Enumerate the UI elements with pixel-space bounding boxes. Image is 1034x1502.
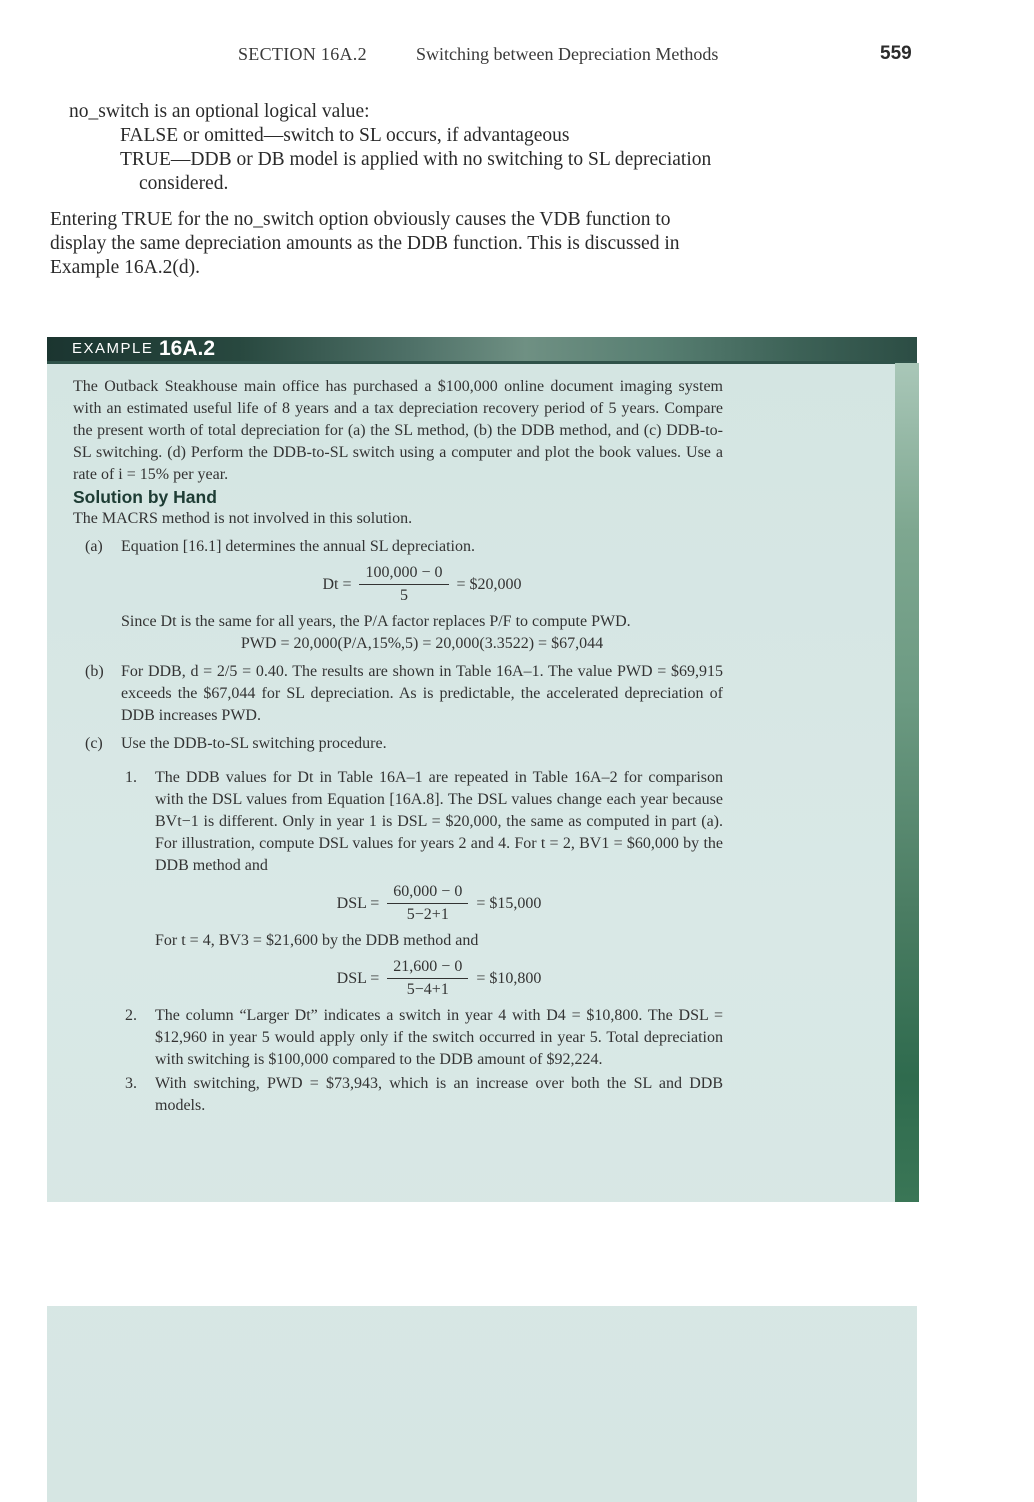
step-3-text: With switching, PWD = $73,943, which is an increase over both the SL and DDB models.	[155, 1075, 723, 1114]
section-title: Switching between Depreciation Methods	[416, 44, 719, 64]
option-true: TRUE—DDB or DB model is applied with no switching to SL depreciation considered.	[120, 149, 712, 194]
example-number: 16A.2	[159, 337, 216, 360]
eq-a-rhs: = $20,000	[456, 575, 522, 593]
step-1-number: 1.	[125, 769, 137, 786]
part-c	[73, 733, 723, 755]
dsl-equation-year-4	[155, 956, 723, 1001]
page-number: 559	[880, 43, 912, 64]
solution-heading: Solution by Hand	[73, 487, 217, 507]
eq2-rhs: = $10,800	[476, 969, 542, 987]
no-switch-definition: no_switch is an optional logical value:	[69, 101, 370, 122]
eq2-denominator: 5−4+1	[406, 981, 449, 998]
example-label: EXAMPLE	[72, 340, 154, 357]
eq1-numerator: 60,000 − 0	[387, 881, 468, 904]
part-a-label: (a)	[85, 538, 103, 555]
eq2-numerator: 21,600 − 0	[387, 956, 468, 979]
eq2-lhs: DSL =	[336, 969, 380, 987]
step-3-number: 3.	[125, 1075, 137, 1092]
eq1-lhs: DSL =	[336, 894, 380, 912]
eq-a-denominator: 5	[400, 587, 408, 604]
eq1-rhs: = $15,000	[476, 894, 542, 912]
eq-a-lhs: Dt =	[322, 575, 352, 593]
example-content	[73, 376, 723, 1117]
example-title-bar	[47, 337, 917, 361]
part-a-text: Equation [16.1] determines the annual SL depreciation.	[121, 538, 475, 555]
page-margin-bottom	[0, 1202, 1034, 1306]
part-a	[73, 536, 723, 655]
part-a-since: Since Dt is the same for all years, the P/A factor replaces P/F to compute PWD.	[121, 613, 631, 630]
eq-a-numerator: 100,000 − 0	[359, 562, 448, 585]
step-1-mid: For t = 4, BV3 = $21,600 by the DDB method and	[155, 932, 479, 949]
eq2-fraction	[387, 956, 468, 1001]
part-c-text: Use the DDB-to-SL switching procedure.	[121, 735, 387, 752]
step-2-number: 2.	[125, 1007, 137, 1024]
eq1-denominator: 5−2+1	[406, 906, 449, 923]
eq1-fraction	[387, 881, 468, 926]
step-1	[121, 767, 723, 1001]
example-bar-rule	[47, 361, 917, 364]
part-b-text: For DDB, d = 2/5 = 0.40. The results are shown in Table 16A–1. The value PWD = $69,915 exceeds the $67,044 for SL depreciation. As is predictable, the accelerated depreciation of DDB increases PWD.	[121, 663, 723, 724]
pw-equation-a: PWD = 20,000(P/A,15%,5) = 20,000(3.3522) = $67,044	[240, 635, 604, 652]
step-3	[121, 1073, 723, 1117]
part-c-label: (c)	[85, 735, 103, 752]
step-2-text: The column “Larger Dt” indicates a switch in year 4 with D4 = $10,800. The DSL = $12,960 in year 5 would apply only if the switch occurred in year 5. Total depreciation with switching is $100,000 compared to the DDB amount of $92,224.	[155, 1007, 723, 1068]
switching-steps	[73, 767, 723, 1117]
running-header	[0, 44, 1034, 68]
decorative-side-strip	[895, 363, 919, 1203]
section-label: SECTION 16A.2	[238, 44, 367, 64]
solution-intro: The MACRS method is not involved in this solution.	[73, 510, 413, 527]
sl-depreciation-equation	[121, 562, 723, 607]
dsl-equation-year-2	[155, 881, 723, 926]
part-b-label: (b)	[85, 663, 104, 680]
option-false: FALSE or omitted—switch to SL occurs, if advantageous	[120, 125, 570, 146]
eq-a-fraction	[359, 562, 448, 607]
step-2	[121, 1005, 723, 1071]
intro-text	[50, 100, 730, 280]
part-b	[73, 661, 723, 727]
problem-statement: The Outback Steakhouse main office has purchased a $100,000 online document imaging system with an estimated useful life of 8 years and a tax depreciation recovery period of 5 years. Compare the present worth of total depreciation for (a) the SL method, (b) the DDB method, and (c) DDB-to-SL switching. (d) Perform the DDB-to-SL switch using a computer and plot the book values. Use a rate of i = 15% per year.	[73, 378, 723, 483]
entering-true-paragraph: Entering TRUE for the no_switch option obviously causes the VDB function to display the same depreciation amounts as the DDB function. This is discussed in Example 16A.2(d).	[50, 209, 680, 278]
step-1-text: The DDB values for Dt in Table 16A–1 are repeated in Table 16A–2 for comparison with the DSL values from Equation [16A.8]. The DSL values change each year because BVt−1 is different. Only in year 1 is DSL = $20,000, the same as computed in part (a). For illustration, compute DSL values for years 2 and 4. For t = 2, BV1 = $60,000 by the DDB method and	[155, 769, 723, 874]
